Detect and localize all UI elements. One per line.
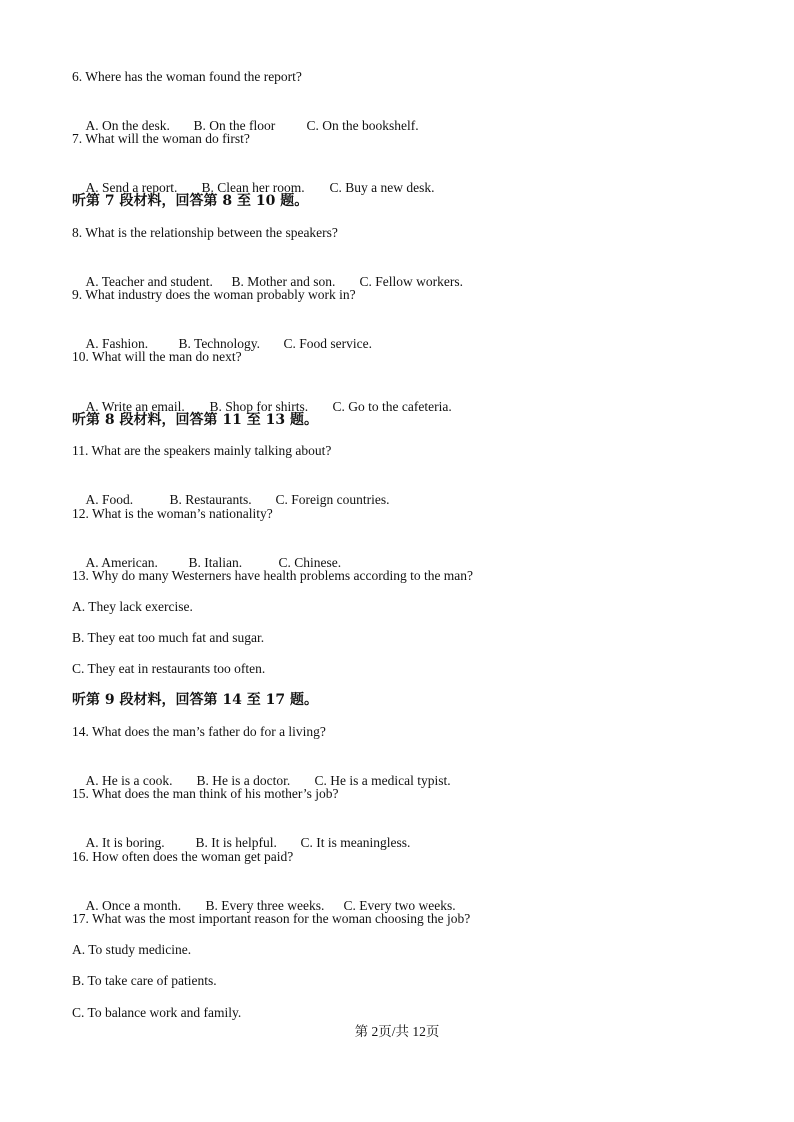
option-a: A. Write an email. xyxy=(85,399,185,414)
option-b: B. Restaurants. xyxy=(169,492,252,507)
option-c: C. Food service. xyxy=(283,336,372,351)
option-17-b: B. To take care of patients. xyxy=(72,973,217,988)
question-12: 12. What is the woman’s nationality? xyxy=(72,506,273,521)
option-b: B. Shop for shirts. xyxy=(209,399,309,414)
option-c: C. Buy a new desk. xyxy=(329,180,435,195)
option-b: B. Technology. xyxy=(178,336,261,351)
option-c: C. Chinese. xyxy=(278,555,342,570)
option-b: B. It is helpful. xyxy=(195,835,277,850)
option-a: A. Food. xyxy=(85,492,134,507)
option-b: B. Italian. xyxy=(188,555,243,570)
question-10: 10. What will the man do next? xyxy=(72,349,242,364)
question-15: 15. What does the man think of his mother’s job? xyxy=(72,786,339,801)
option-a: A. He is a cook. xyxy=(85,773,173,788)
question-14: 14. What does the man’s father do for a living? xyxy=(72,724,326,739)
question-6: 6. Where has the woman found the report? xyxy=(72,69,302,84)
question-11: 11. What are the speakers mainly talking about? xyxy=(72,443,332,458)
question-16: 16. How often does the woman get paid? xyxy=(72,849,294,864)
option-17-a: A. To study medicine. xyxy=(72,942,192,957)
section-heading-9: 听第 9 段材料，回答第 14 至 17 题。 xyxy=(72,692,318,708)
question-17: 17. What was the most important reason for the woman choosing the job? xyxy=(72,911,471,926)
question-9: 9. What industry does the woman probably work in? xyxy=(72,287,356,302)
option-b: B. On the floor xyxy=(193,118,276,133)
option-a: A. On the desk. xyxy=(85,118,170,133)
question-8: 8. What is the relationship between the speakers? xyxy=(72,225,338,240)
option-c: C. On the bookshelf. xyxy=(306,118,419,133)
option-c: C. It is meaningless. xyxy=(300,835,411,850)
option-b: B. Clean her room. xyxy=(201,180,305,195)
option-c: C. Every two weeks. xyxy=(343,898,456,913)
option-13-c: C. They eat in restaurants too often. xyxy=(72,661,266,676)
option-c: C. Foreign countries. xyxy=(275,492,390,507)
option-a: A. Send a report. xyxy=(85,180,178,195)
question-13: 13. Why do many Westerners have health problems according to the man? xyxy=(72,568,474,583)
option-a: A. Fashion. xyxy=(85,336,149,351)
page-number: 第 2页/共 12页 xyxy=(354,1024,440,1039)
question-7: 7. What will the woman do first? xyxy=(72,131,250,146)
option-b: B. Mother and son. xyxy=(231,274,336,289)
option-a: A. Teacher and student. xyxy=(85,274,213,289)
option-a: A. Once a month. xyxy=(85,898,182,913)
option-c: C. Fellow workers. xyxy=(359,274,463,289)
section-heading-7: 听第 7 段材料，回答第 8 至 10 题。 xyxy=(72,193,309,209)
option-c: C. He is a medical typist. xyxy=(314,773,451,788)
option-13-b: B. They eat too much fat and sugar. xyxy=(72,630,265,645)
option-a: A. It is boring. xyxy=(85,835,165,850)
section-heading-8: 听第 8 段材料，回答第 11 至 13 题。 xyxy=(72,412,318,428)
option-b: B. Every three weeks. xyxy=(205,898,325,913)
option-a: A. American. xyxy=(85,555,158,570)
option-c: C. Go to the cafeteria. xyxy=(332,399,452,414)
option-17-c: C. To balance work and family. xyxy=(72,1005,242,1020)
option-13-a: A. They lack exercise. xyxy=(72,599,193,614)
option-b: B. He is a doctor. xyxy=(196,773,291,788)
